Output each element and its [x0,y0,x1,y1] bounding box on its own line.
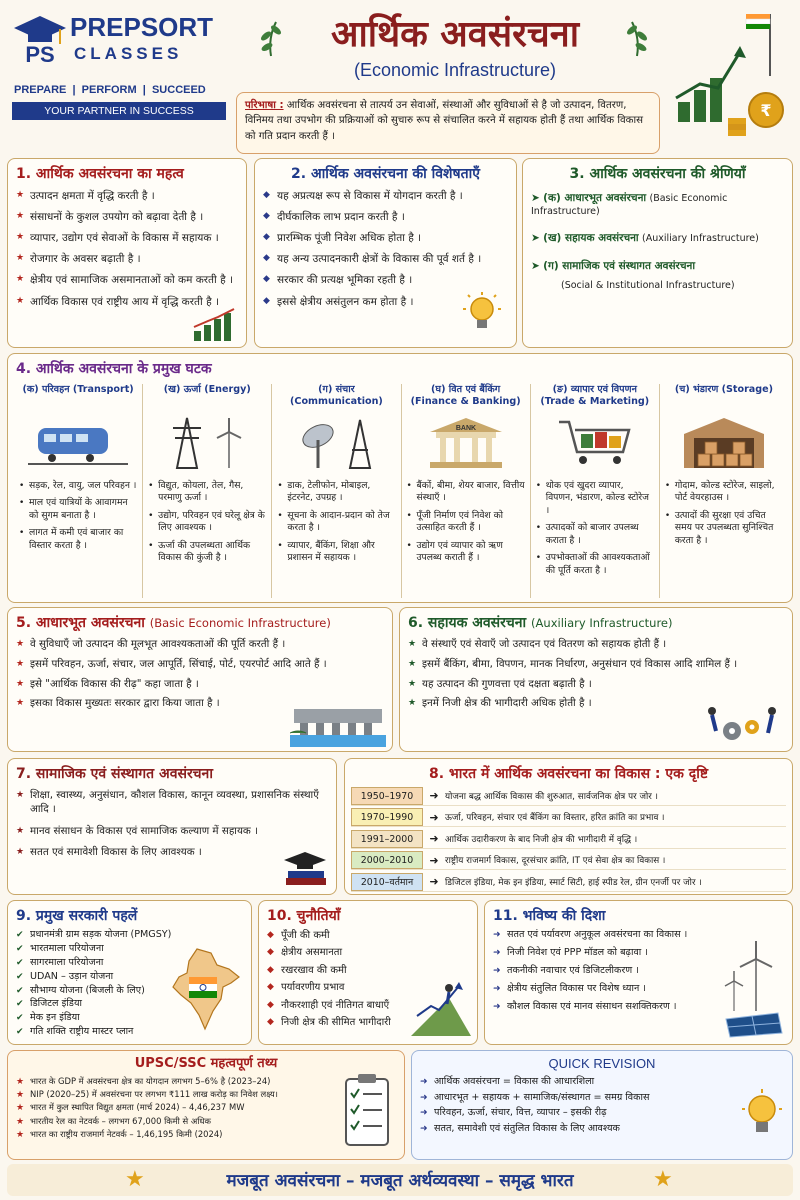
timeline-period: 1950–1970 [351,787,423,805]
category-name: (क) आधारभूत अवसंरचना [543,191,647,204]
list-item [263,210,508,224]
page-subtitle: (Economic Infrastructure) [353,60,557,80]
list-item-text: विद्युत, कोयला, तेल, गैस, परमाणु ऊर्जा । [158,480,244,504]
list-item-text: उद्योग एवं व्यापार को ऋण उपलब्ध कराती हैं । [416,539,503,564]
section-title-en: (Auxiliary Infrastructure) [531,616,673,630]
bullet-icon: • [277,540,283,551]
list-item-text: गति शक्ति राष्ट्रीय मास्टर प्लान [30,1026,134,1038]
dam-icon [290,703,386,747]
brand-name-2: SORT [140,12,214,42]
definition-box [236,92,660,154]
timeline-row [351,808,786,827]
bullet-icon: • [664,481,671,491]
growth-chart-icon [670,6,794,146]
list-item [263,252,508,266]
component-column [660,384,788,598]
list-item [16,929,243,942]
section-title: UPSC/SSC महत्वपूर्ण तथ्य [134,1056,278,1071]
bullet-icon: ✔ [16,999,24,1010]
list-item-text: प्रारम्भिक पूंजी निवेश अधिक होता है । [277,232,422,245]
wind-solar-icon [716,939,786,1039]
category-item [531,191,784,217]
list-item [16,678,384,692]
list-item-text: पूँजी निर्माण एवं निवेश को उत्साहित करती हैं । [416,509,504,534]
list-item-text: प्रधानमंत्री ग्राम सड़क योजना (PMGSY) [30,928,172,940]
list-item-text: माल एवं यात्रियों के आवागमन को सुगम बनाता है । [29,497,128,521]
list-item-text: उत्पादन क्षमता में वृद्धि करती है । [30,189,155,202]
teamwork-gears-icon [702,701,782,745]
list-item-text: आर्थिक अवसंरचना = विकास की आधारशिला [434,1075,595,1087]
bullet-icon: • [406,510,412,521]
section-categories [522,158,793,348]
list-item-text: इसका विकास मुख्यतः सरकार द्वारा किया जाता है । [30,697,220,710]
section-initiatives [7,900,252,1045]
definition-label: परिभाषा : [245,100,284,111]
list-item [536,552,654,577]
list-item-text: उपभोक्ताओं की आवश्यकताओं की पूर्ति करता है । [545,552,650,576]
definition-text: आर्थिक अवसंरचना से तात्पर्य उन सेवाओं, संस्थाओं और सुविधाओं से है जो उत्पादन, वितरण, विनिमय तथा उपभोग की प्रक्रियाओं को सुचारु रूप से संचालित करने में सहायक होती हैं तथा आर्थिक विकास को गति प्रदान करती हैं । [245,100,643,142]
list-item-text: कौशल विकास एवं मानव संसाधन सशक्तिकरण । [507,1000,677,1012]
section-title: QUICK REVISION [548,1056,656,1071]
section-title: 9. प्रमुख सरकारी पहलें [16,908,138,924]
bullet-icon: • [19,528,25,539]
satellite-dish-icon [277,414,395,474]
timeline-text: डिजिटल इंडिया, मेक इन इंडिया, स्मार्ट सिटी, हाई स्पीड रेल, ग्रीन एनर्जी पर जोर । [445,877,702,888]
list-item-text: शिक्षा, स्वास्थ्य, अनुसंधान, कौशल विकास, कानून व्यवस्था, प्रशासनिक संस्थाएँ आदि । [30,788,319,815]
component-heading: (क) परिवहन (Transport) [22,384,134,395]
component-heading: (ङ) व्यापार एवं विपणन (Trade & Marketing) [540,384,650,408]
bullet-icon: ✔ [16,929,24,940]
list-item [665,480,783,505]
bullet-icon: ★ [16,638,25,649]
timeline-text: आर्थिक उदारीकरण के बाद निजी क्षेत्र की भागीदारी में वृद्धि । [445,834,638,845]
component-column [531,384,660,598]
list-item [148,540,266,565]
list-item [16,1129,325,1140]
leaf-right-icon [622,18,652,58]
bullet-icon: ★ [16,1116,25,1127]
list-item-text: इसे "आर्थिक विकास की रीढ़" कहा जाता है । [30,677,199,690]
list-item-text: लागत में कमी एवं बाजार का विस्तार करता है । [29,527,124,551]
bullet-icon: ◆ [263,295,270,306]
category-item [531,259,784,291]
list-item-text: इनमें निजी क्षेत्र की भागीदारी अधिक होती है । [422,697,592,710]
list-item-text: UDAN – उड़ान योजना [30,970,114,982]
timeline-text: योजना बद्ध आर्थिक विकास की शुरुआत, सार्वजनिक क्षेत्र पर जोर । [445,791,659,802]
list-item [267,946,469,960]
list-item-text: निजी क्षेत्र की सीमित भागीदारी [281,1017,391,1029]
list-item-text: गोदाम, कोल्ड स्टोरेज, साइलो, पोर्ट वेयरहाउस । [674,480,775,504]
list-item-text: मेक इन इंडिया [30,1012,80,1024]
list-item [267,929,469,943]
list-item [16,789,328,817]
bullet-icon: ★ [408,678,417,689]
timeline-text: राष्ट्रीय राजमार्ग विकास, दूरसंचार क्रांति, IT एवं सेवा क्षेत्र का विकास । [445,856,666,867]
list-item-text: रोजगार के अवसर बढ़ाती है । [30,253,141,266]
svg-text:PS: PS [25,42,55,67]
list-item-text: सरकार की प्रत्यक्ष भूमिका रहती है । [277,274,413,287]
section-basic [7,607,393,752]
brand-tagline: PREPARE | PERFORM | SUCCEED [14,84,206,96]
bullet-icon: • [406,481,412,491]
logo-block [8,8,230,120]
list-item [407,510,525,535]
list-item-text: थोक एवं खुदरा व्यापार, विपणन, भंडारण, कोल्ड स्टोरेज । [545,480,649,516]
bank-building-icon [407,414,525,474]
section-features [254,158,517,348]
list-item [408,658,784,672]
bullet-icon: ➜ [493,983,501,994]
growth-bars-icon [192,307,238,341]
list-item [420,1107,719,1120]
bullet-icon: ★ [408,658,417,669]
leaf-left-icon [256,18,286,58]
list-item-text: बैंकों, बीमा, शेयर बाजार, वित्तीय संस्थाएँ । [416,480,525,504]
bullet-icon: ◆ [267,947,274,958]
list-item-text: डाक, टेलीफोन, मोबाइल, इंटरनेट, उपग्रह । [287,480,371,504]
checklist-icon [342,1073,394,1149]
bullet-icon: ◆ [267,1017,274,1028]
bullet-icon: ◆ [267,999,274,1010]
bullet-icon: ◆ [263,189,270,200]
component-column [272,384,401,598]
list-item-text: दीर्घकालिक लाभ प्रदान करती है । [277,210,405,223]
timeline-period: 2010–वर्तमान [351,873,423,891]
list-item-text: भारतीय रेल का नेटवर्क – लगभग 67,000 किमी से अधिक [30,1115,211,1126]
timeline-period: 1970–1990 [351,808,423,826]
list-item [148,480,266,505]
bullet-icon: ➜ [493,965,501,976]
section-auxiliary [399,607,793,752]
section-title: 3. आर्थिक अवसंरचना की श्रेणियाँ [569,166,746,182]
arrow-icon: ➜ [429,832,439,846]
list-item [665,510,783,547]
list-item-text: इससे क्षेत्रीय असंतुलन कम होता है । [277,295,414,308]
bullet-icon: ★ [16,232,25,243]
bullet-icon: • [535,481,541,491]
category-name: (ख) सहायक अवसंरचना [543,231,639,244]
category-name: (ग) सामाजिक एवं संस्थागत अवसंरचना [543,259,696,272]
bullet-icon: ➜ [420,1076,428,1087]
bullet-icon: • [148,540,154,551]
bank-sign: BANK [455,425,476,432]
section-title: 7. सामाजिक एवं संस्थागत अवसंरचना [16,766,213,782]
section-importance [7,158,247,348]
list-item-text: सतत, समावेशी एवं संतुलित विकास के लिए आवश्यक [434,1123,620,1135]
bullet-icon: ➜ [493,947,501,958]
bullet-icon: ➜ [420,1124,428,1135]
bullet-icon: ★ [408,638,417,649]
list-item [16,1116,325,1127]
bullet-icon: • [406,540,412,551]
graduation-cap-icon [12,12,68,68]
list-item-text: वे संस्थाएँ एवं सेवाएँ जो उत्पादन एवं वितरण को सहायक होती हैं । [422,637,667,650]
list-item [16,252,238,266]
list-item [16,658,384,672]
section-title: 5. आधारभूत अवसंरचना [16,615,145,631]
list-item [420,1076,719,1089]
timeline-period: 2000–2010 [351,851,423,869]
bullet-icon: ★ [16,1076,25,1087]
bullet-icon: ★ [16,698,25,709]
section-title: 2. आर्थिक अवसंरचना की विशेषताएँ [291,166,480,182]
list-item [263,273,508,287]
bullet-icon: ➜ [420,1092,428,1103]
list-item-text: इसमें परिवहन, ऊर्जा, संचार, जल आपूर्ति, सिंचाई, पोर्ट, एयरपोर्ट आदि आते हैं । [30,657,327,670]
bullet-icon: ➜ [493,929,501,940]
svg-text:₹: ₹ [760,101,772,120]
section-challenges [258,900,478,1045]
section-title: 6. सहायक अवसंरचना [408,615,527,631]
bullet-icon: ◆ [267,964,274,975]
list-item-text: भारत का राष्ट्रीय राजमार्ग नेटवर्क – 1,46,195 किमी (2024) [30,1128,223,1139]
component-heading: (ग) संचार (Communication) [290,384,383,408]
list-item [407,480,525,505]
list-item [536,522,654,547]
list-item [407,540,525,565]
timeline-row [351,787,786,806]
list-item [16,638,384,652]
bullet-icon: ✔ [16,985,24,996]
bullet-icon: ★ [16,1129,25,1140]
bullet-icon: ◆ [263,210,270,221]
section-future [484,900,793,1045]
timeline-text: ऊर्जा, परिवहन, संचार एवं बैंकिंग का विस्तार, हरित क्रांति का प्रभाव । [445,813,665,824]
arrow-icon: ➤ [531,231,544,244]
list-item-text: निजी निवेश एवं PPP मॉडल को बढ़ावा । [507,946,648,958]
list-item-text: उद्योग, परिवहन एवं घरेलू क्षेत्र के लिए आवश्यक । [158,509,265,534]
list-item-text: डिजिटल इंडिया [30,998,82,1010]
section-social [7,758,337,895]
footer-slogan: मजबूत अवसंरचना – मजबूत अर्थव्यवस्था – समृद्ध भारत [226,1171,574,1191]
bullet-icon: ➜ [420,1108,428,1119]
bullet-icon: ✔ [16,957,24,968]
section-components [7,353,793,603]
bullet-icon: ★ [16,789,25,800]
list-item [19,527,137,552]
category-name-en: (Auxiliary Infrastructure) [642,232,759,244]
section-title: 1. आर्थिक अवसंरचना का महत्व [16,166,184,182]
bullet-icon: ★ [16,274,25,285]
section-title-en: (Basic Economic Infrastructure) [149,616,331,630]
bullet-icon: ➜ [493,1001,501,1012]
timeline-period: 1991–2000 [351,830,423,848]
bullet-icon: ◆ [267,982,274,993]
list-item [277,540,395,565]
list-item-text: पूँजी की कमी [281,929,330,941]
list-item [16,189,238,203]
list-item-text: इसमें बैंकिंग, बीमा, विपणन, मानक निर्धारण, अनुसंधान एवं विकास आदि शामिल हैं । [422,657,738,670]
bullet-icon: • [664,510,671,521]
arrow-icon: ➤ [531,191,544,204]
list-item-text: संसाधनों के कुशल उपयोग को बढ़ावा देती है । [30,210,204,223]
bullet-icon: ◆ [263,274,270,285]
star-icon: ★ [653,1167,673,1192]
list-item-text: क्षेत्रीय संतुलित विकास पर विशेष ध्यान । [507,982,646,994]
list-item-text: सागरमाला परियोजना [30,956,104,968]
section-quick-revision [411,1050,793,1160]
bullet-icon: • [535,553,541,564]
section-title: 4. आर्थिक अवसंरचना के प्रमुख घटक [16,361,212,377]
bullet-icon: ◆ [263,232,270,243]
list-item-text: सतत एवं समावेशी विकास के लिए आवश्यक । [30,846,202,859]
timeline-row [351,851,786,870]
list-item [420,1092,719,1105]
list-item-text: नौकरशाही एवं नीतिगत बाधाएँ [281,999,390,1011]
arrow-icon: ➜ [429,875,439,889]
list-item [148,510,266,535]
bullet-icon: • [148,510,154,521]
arrow-icon: ➜ [429,789,439,803]
section-facts [7,1050,405,1160]
component-heading: (ख) ऊर्जा (Energy) [163,384,251,395]
list-item-text: रखरखाव की कमी [281,964,347,976]
component-heading: (घ) वित एवं बैंकिंग (Finance & Banking) [410,384,521,408]
list-item [16,825,328,839]
list-item [277,510,395,535]
list-item [263,189,508,203]
bullet-icon: ★ [16,253,25,264]
list-item [277,480,395,505]
list-item [16,1076,325,1087]
category-name-en: (Basic Economic Infrastructure) [531,192,728,217]
brand-name-1: PREP [70,12,141,42]
list-item-text: क्षेत्रीय एवं सामाजिक असमानताओं को कम करती है । [30,274,233,287]
lightbulb-icon [462,291,502,337]
list-item-text: भारत के GDP में अवसंरचना क्षेत्र का योगदान लगभग 5–6% है (2023–24) [30,1075,271,1086]
timeline-row [351,873,786,892]
component-column [143,384,272,598]
bullet-icon: ★ [16,825,25,836]
list-item [408,638,784,652]
books-cap-icon [280,848,330,888]
bullet-icon: • [277,481,283,491]
bullet-icon: • [277,510,283,521]
list-item-text: भारतमाला परियोजना [30,942,104,954]
bullet-icon: ◆ [263,253,270,264]
train-icon [19,414,137,474]
list-item-text: परिवहन, ऊर्जा, संचार, वित्त, व्यापार – इसकी रीढ़ [434,1107,607,1119]
bullet-icon: • [148,481,154,491]
bullet-icon: ★ [16,847,25,858]
brand-sub: CLASSES [74,44,183,63]
list-item-text: व्यापार, उद्योग एवं सेवाओं के विकास में सहायक । [30,232,219,245]
bullet-icon: ★ [408,698,417,709]
list-item-text: पर्यावरणीय प्रभाव [281,982,345,994]
bullet-icon: ★ [16,1089,25,1100]
list-item [420,1123,719,1136]
list-item-text: NIP (2020–25) में अवसंरचना पर लगभग ₹111 लाख करोड़ का निवेश लक्ष्य। [30,1088,278,1099]
list-item-text: आधारभूत + सहायक + सामाजिक/संस्थागत = समग्र विकास [434,1091,650,1103]
bullet-icon: ✔ [16,943,24,954]
list-item [19,480,137,492]
component-heading: (च) भंडारण (Storage) [674,384,774,395]
list-item-text: उत्पादों की सुरक्षा एवं उचित समय पर उपलब्धता सुनिश्चित करता है । [674,509,774,546]
arrow-icon: ➜ [429,853,439,867]
bullet-icon: ✔ [16,1027,24,1038]
star-icon: ★ [125,1167,145,1192]
brand-partner: YOUR PARTNER IN SUCCESS [12,102,226,120]
bullet-icon: ✔ [16,1013,24,1024]
power-tower-icon [148,414,266,474]
footer-bar [7,1164,793,1196]
bullet-icon: ✔ [16,971,24,982]
bullet-icon: ★ [16,210,25,221]
component-column [14,384,143,598]
list-item-text: ऊर्जा की उपलब्धता आर्थिक विकास की कुंजी है । [158,539,251,564]
shopping-cart-icon [536,414,654,474]
list-item [408,678,784,692]
list-item [19,497,137,522]
list-item-text: क्षेत्रीय असमानता [281,947,343,959]
bullet-icon: ★ [16,295,25,306]
list-item-text: यह अन्य उत्पादनकारी क्षेत्रों के विकास की पूर्व शर्त है । [277,253,482,266]
list-item [16,1102,325,1113]
bulb-idea-icon [742,1087,782,1143]
list-item [16,273,238,287]
bullet-icon: • [19,498,25,509]
list-item-text: सूचना के आदान-प्रदान को तेज करता है । [287,509,390,534]
category-item [531,231,784,245]
section-title: 10. चुनौतियाँ [267,908,341,924]
list-item-text: यह अप्रत्यक्ष रूप से विकास में योगदान करती है । [277,189,463,202]
bullet-icon: • [19,481,25,491]
section-title: 8. भारत में आर्थिक अवसंरचना का विकास : एक दृष्टि [428,766,709,782]
warehouse-icon [665,414,783,474]
climber-icon [409,976,471,1038]
list-item-text: यह उत्पादन की गुणवत्ता एवं दक्षता बढ़ाती है । [422,677,592,690]
list-item [16,210,238,224]
bullet-icon: ◆ [267,929,274,940]
list-item-text: उत्पादकों को बाजार उपलब्ध कराता है । [545,522,639,546]
list-item-text: वे सुविधाएँ जो उत्पादन की मूलभूत आवश्यकताओं की पूर्ति करती हैं । [30,637,286,650]
list-item [263,231,508,245]
bullet-icon: ★ [16,189,25,200]
component-column [402,384,531,598]
arrow-icon: ➤ [531,259,544,272]
bullet-icon: • [535,523,541,534]
bullet-icon: ★ [16,1103,25,1114]
list-item [16,1089,325,1100]
section-development [344,758,793,895]
timeline-row [351,830,786,849]
india-map-icon [167,947,243,1031]
arrow-icon: ➜ [429,810,439,824]
list-item [16,231,238,245]
page-title: आर्थिक अवसंरचना [330,14,580,55]
list-item [536,480,654,517]
list-item-text: भारत में कुल स्थापित विद्युत क्षमता (मार्च 2024) – 4,46,237 MW [30,1102,245,1113]
list-item-text: मानव संसाधन के विकास एवं सामाजिक कल्याण में सहायक । [30,824,259,837]
list-item-text: सौभाग्य योजना (बिजली के लिए) [30,984,145,996]
list-item-text: सतत एवं पर्यावरण अनुकूल अवसंरचना का विकास । [507,928,688,940]
section-title: 11. भविष्य की दिशा [493,908,606,924]
category-name-en: (Social & Institutional Infrastructure) [561,279,735,291]
list-item-text: आर्थिक विकास एवं राष्ट्रीय आय में वृद्धि करती है । [30,295,219,308]
bullet-icon: ★ [16,678,25,689]
list-item-text: सड़क, रेल, वायु, जल परिवहन । [29,480,137,491]
list-item-text: व्यापार, बैंकिंग, शिक्षा और प्रशासन में सहायक । [287,539,375,564]
list-item-text: तकनीकी नवाचार एवं डिजिटलीकरण । [507,964,639,976]
bullet-icon: ★ [16,658,25,669]
